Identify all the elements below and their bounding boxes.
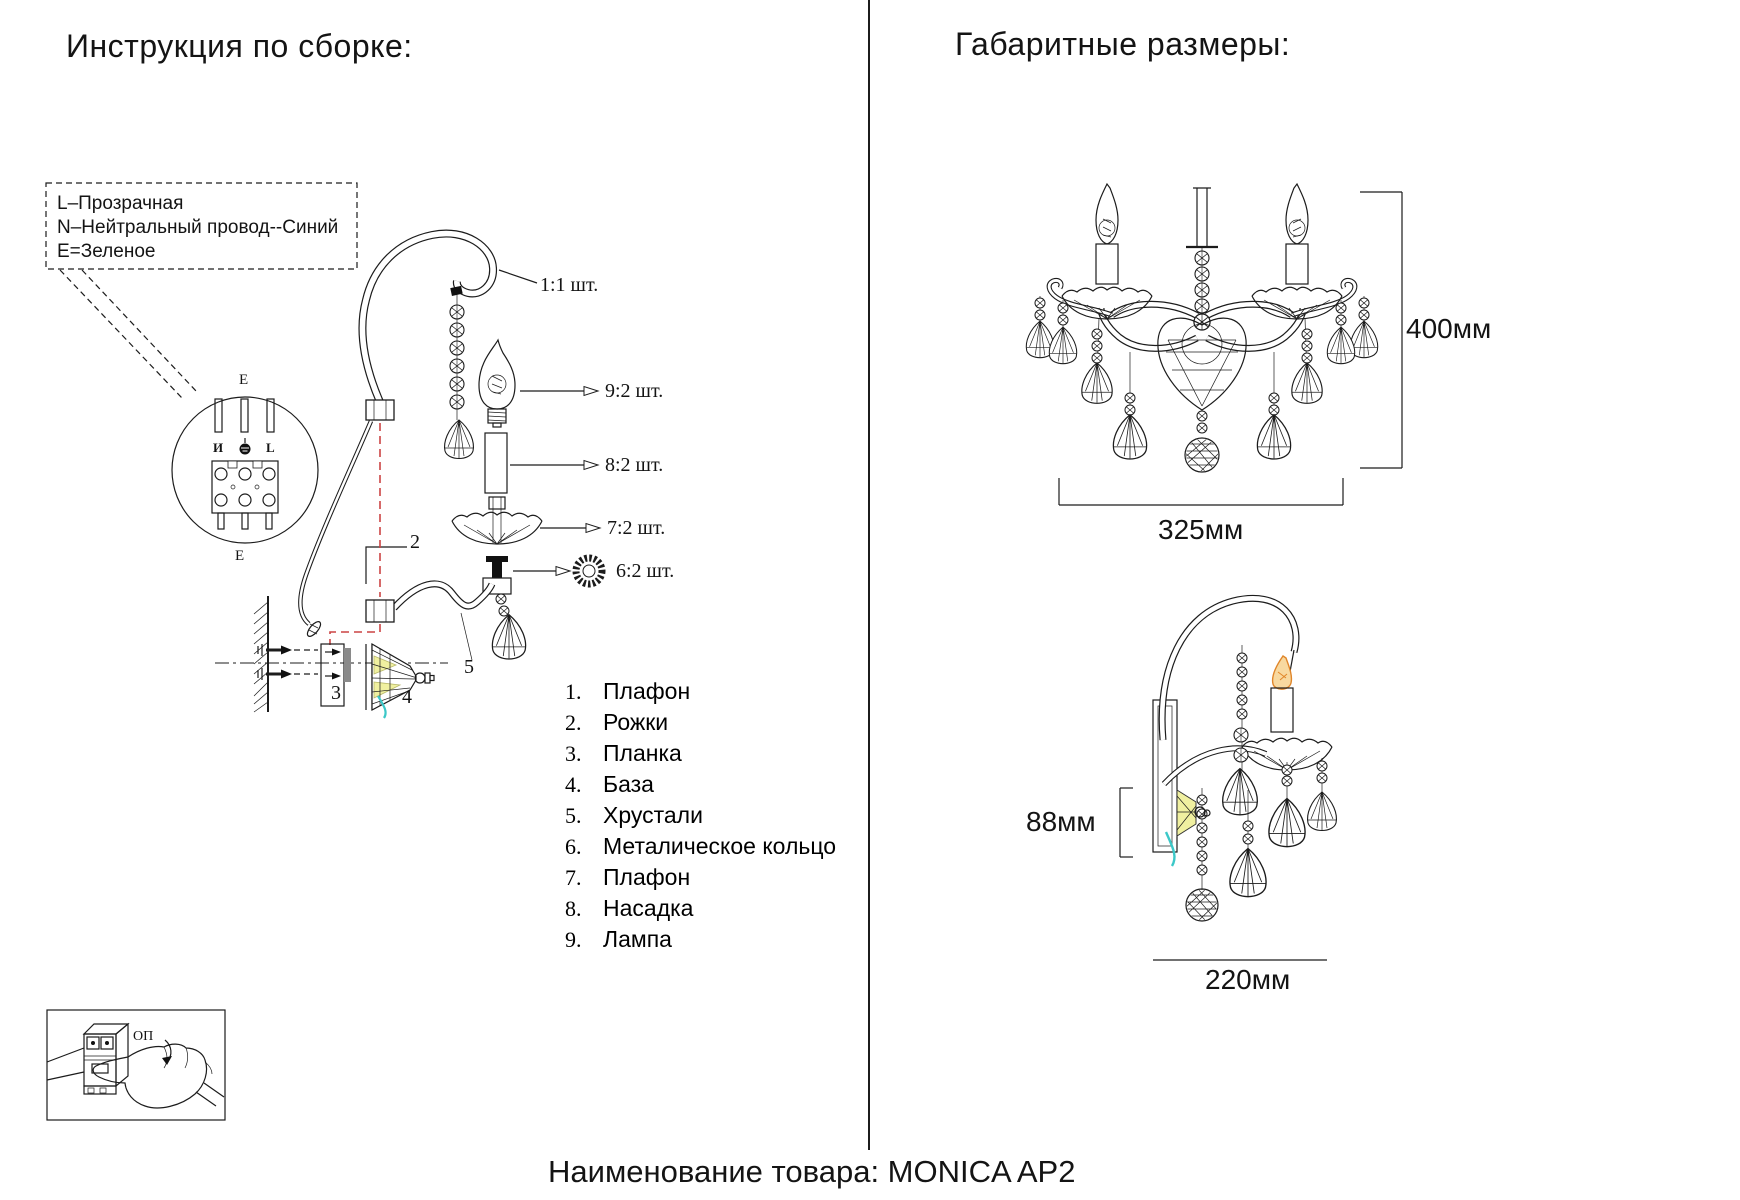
base-drawing: [366, 644, 434, 718]
part-name: База: [603, 771, 654, 797]
hand-drawing: [93, 1044, 224, 1108]
part-number: 8.: [565, 896, 582, 921]
dim-width-label: 325мм: [1158, 514, 1244, 545]
parts-list-item: [565, 738, 836, 769]
wiring-legend-box: [46, 183, 357, 398]
callout-arm: 1:1 шт.: [540, 274, 599, 296]
parts-list: [565, 676, 836, 955]
part-name: Металическое кольцо: [603, 833, 837, 859]
marker-plate: 3: [331, 682, 341, 704]
parts-list-item: [565, 707, 836, 738]
callout-sleeve: 8:2 шт.: [605, 454, 664, 476]
callout-ring: 6:2 шт.: [616, 560, 675, 582]
dim-height-label: 400мм: [1406, 313, 1492, 344]
front-view-drawing: [1026, 184, 1377, 472]
part-name: Планка: [603, 740, 682, 766]
assembly-title: Инструкция по сборке:: [66, 28, 413, 64]
part-number: 3.: [565, 741, 582, 766]
power-off-inset: [47, 1010, 225, 1120]
legend-line-e: E=Зеленое: [57, 241, 156, 262]
parts-list-item: [565, 676, 836, 707]
parts-list-item: [565, 862, 836, 893]
breaker-drawing: [84, 1024, 128, 1094]
parts-list-item: [565, 769, 836, 800]
dimension-views: [1026, 184, 1402, 960]
marker-arms: 2: [410, 531, 420, 553]
terminal-label-e-top: E: [239, 372, 249, 388]
terminal-label-l: L: [266, 440, 275, 455]
side-view-drawing: [1153, 598, 1336, 921]
parts-list-item: [565, 924, 836, 955]
width-dimension: [1059, 478, 1343, 505]
part-number: 6.: [565, 834, 582, 859]
metal-ring-drawing: [576, 558, 602, 584]
dim-depth-label: 220мм: [1205, 964, 1291, 995]
power-cord-drawing: [300, 421, 371, 638]
marker-base: 4: [402, 686, 412, 708]
part-name: Плафон: [603, 678, 691, 704]
parts-list-item: [565, 800, 836, 831]
terminal-label-n: И: [213, 440, 224, 455]
terminal-label-e-bottom: E: [235, 548, 245, 564]
terminal-detail-diagram: [172, 397, 318, 543]
parts-list-item: [565, 893, 836, 924]
legend-line-n: N–Нейтральный провод--Синий: [57, 217, 339, 238]
exploded-parts-column: [452, 340, 602, 594]
callout-shade: 7:2 шт.: [607, 517, 666, 539]
part-number: 2.: [565, 710, 582, 735]
arm-hook-drawing: [362, 234, 537, 459]
switch-off-caption: ОП: [133, 1029, 154, 1044]
side-candle: [1271, 650, 1294, 732]
part-name: Лампа: [603, 926, 672, 952]
product-name-caption: Наименование товара: MONICA AP2: [548, 1154, 1076, 1189]
part-name: Рожки: [603, 709, 669, 735]
shade-drawing: [452, 512, 542, 544]
part-number: 1.: [565, 679, 582, 704]
parts-list-item: [565, 831, 836, 862]
legend-line-l: L–Прозрачная: [57, 193, 184, 214]
front-center-column: [1158, 188, 1246, 472]
part-number: 4.: [565, 772, 582, 797]
lamp-bulb-drawing: [479, 340, 515, 427]
part-number: 9.: [565, 927, 582, 952]
dimensions-title: Габаритные размеры:: [955, 26, 1291, 62]
part-number: 7.: [565, 865, 582, 890]
dim-plate-label: 88мм: [1026, 806, 1096, 837]
part-name: Хрустали: [603, 802, 703, 828]
assembly-diagram: [46, 183, 602, 1120]
part-name: Насадка: [603, 895, 694, 921]
marker-crystals: 5: [464, 656, 474, 678]
off-arrow: [162, 1040, 172, 1065]
callout-lamp: 9:2 шт.: [605, 380, 664, 402]
part-number: 5.: [565, 803, 582, 828]
plate-dimension: [1120, 788, 1133, 857]
sleeve-drawing: [485, 433, 507, 493]
callout-arrows: [510, 387, 600, 576]
part-name: Плафон: [603, 864, 691, 890]
